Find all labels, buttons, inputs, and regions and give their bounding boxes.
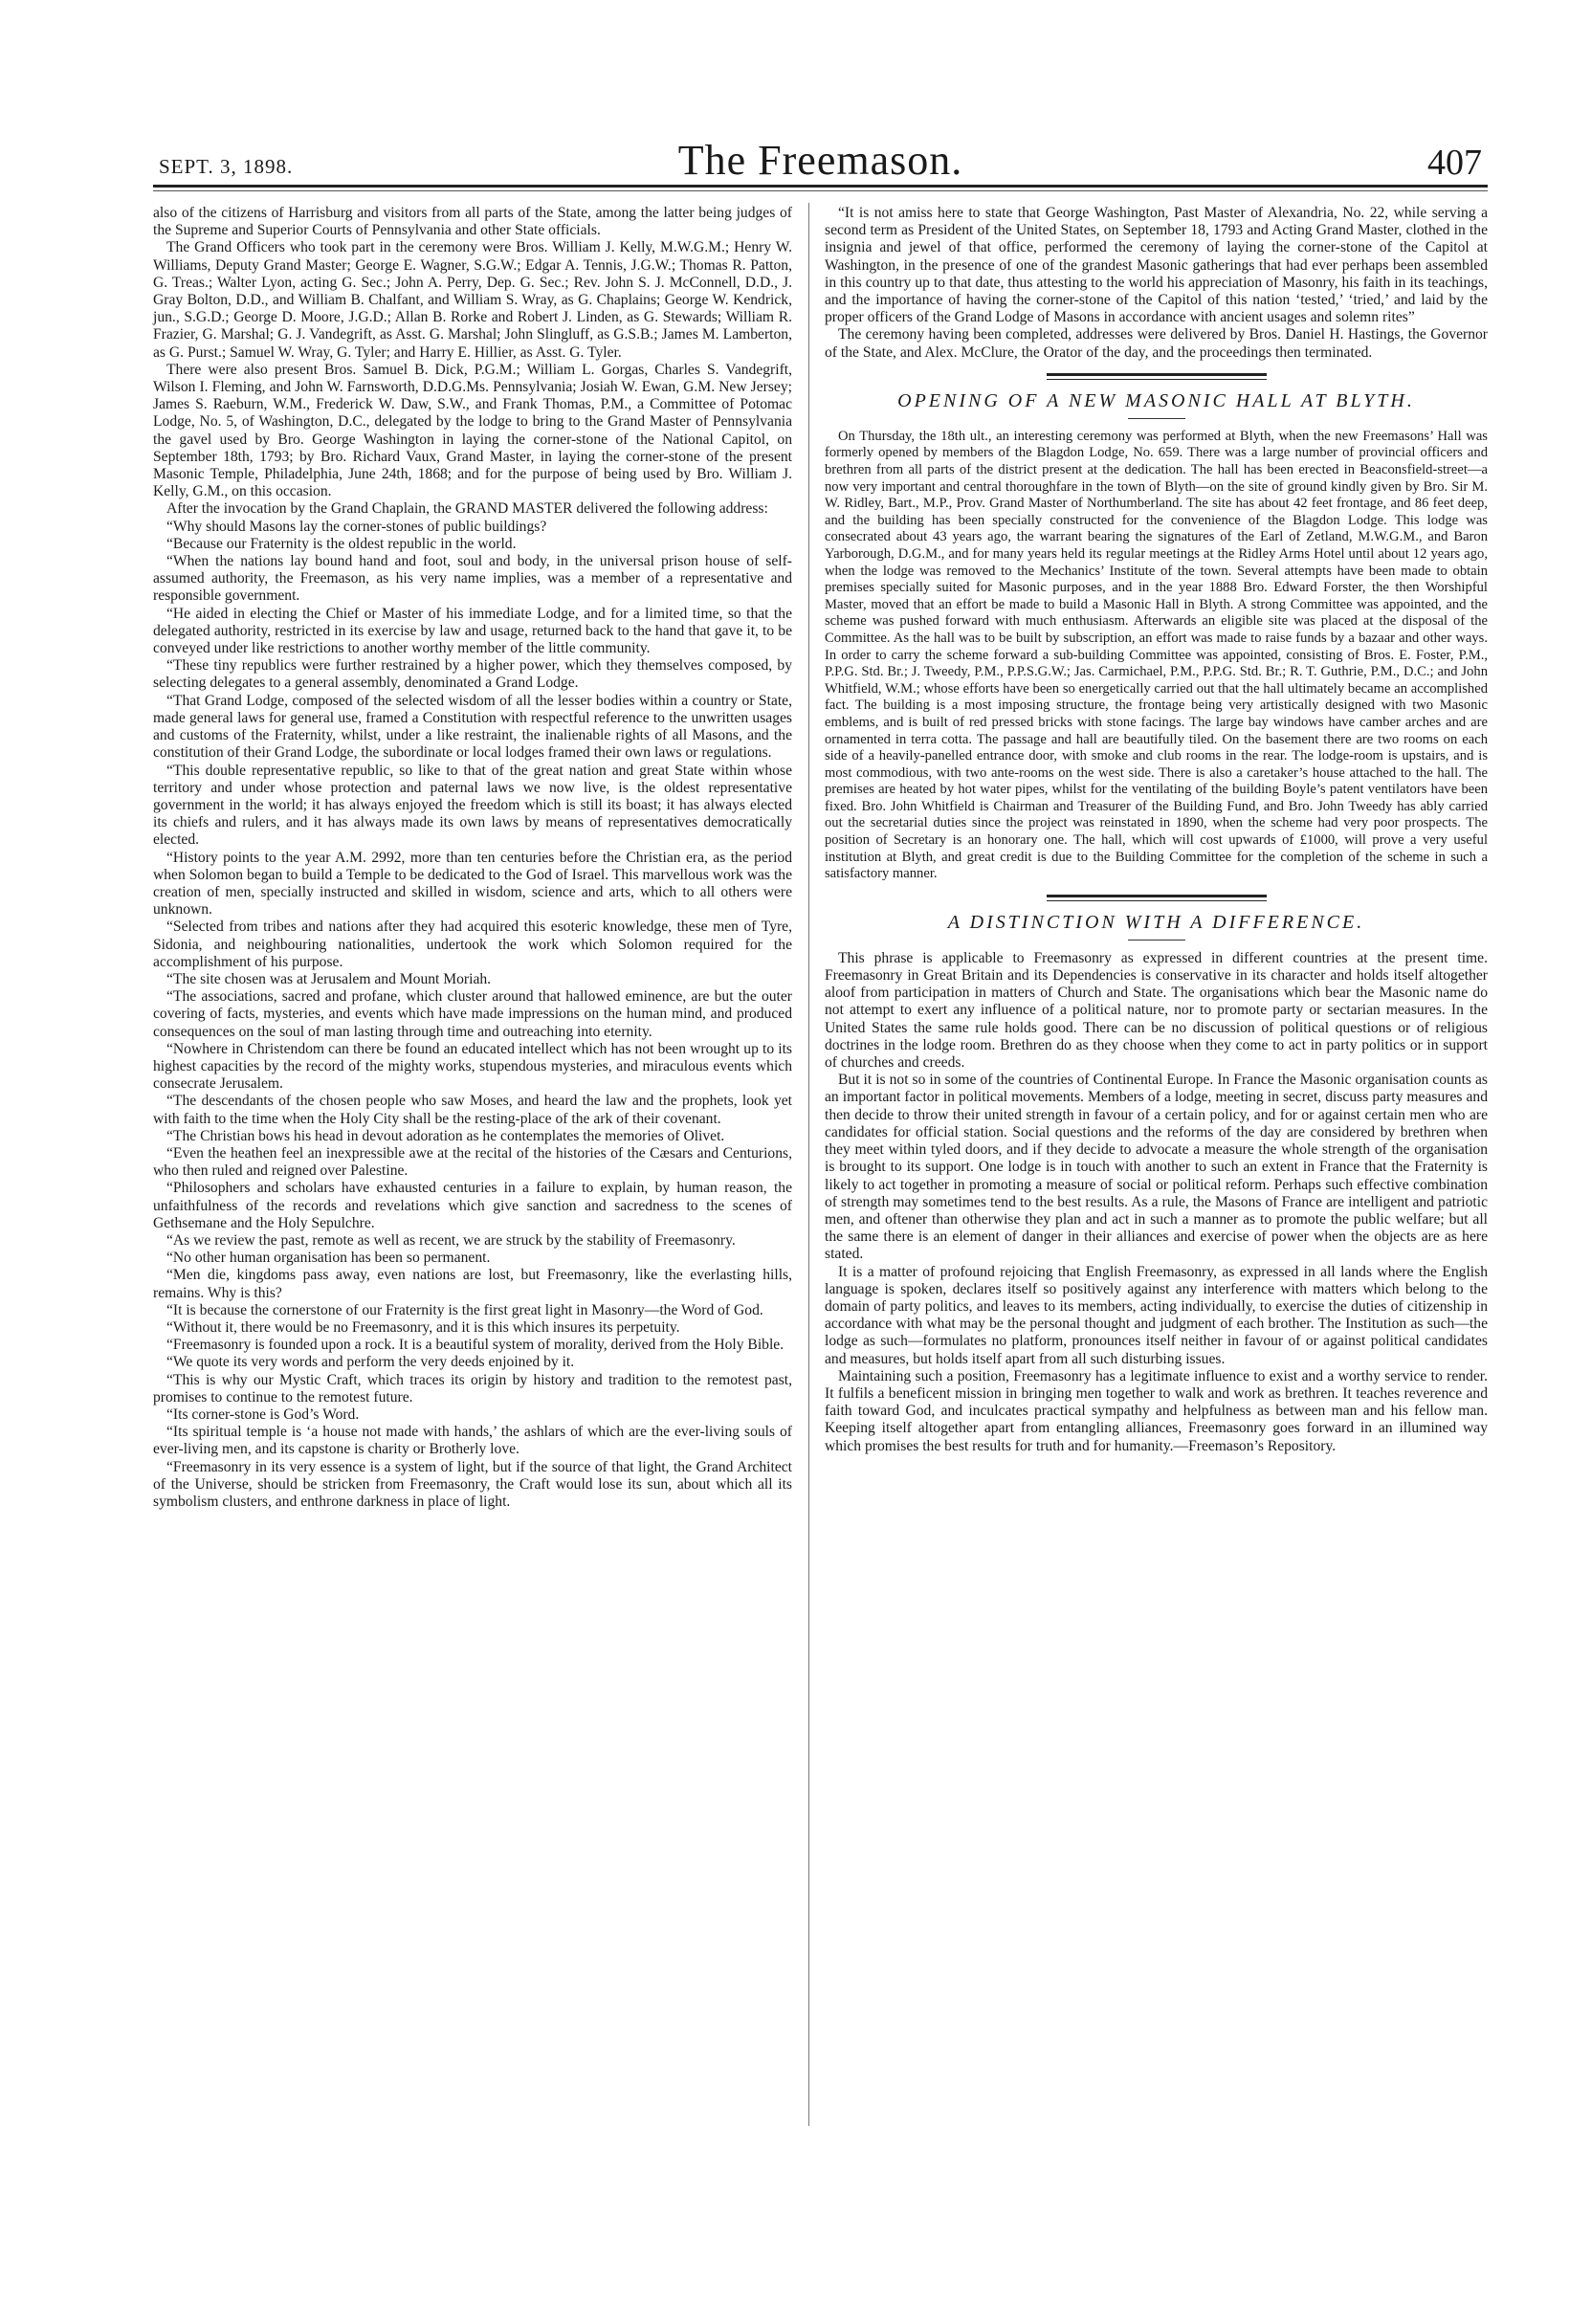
address-paragraph: “The associations, sacred and profane, which cluster around that hallowed eminence, are but the outer covering of facts, mysteries, and events which have made impressions on the human mind, and produced consequences on the soul of man lasting through time and outreaching into eternity.	[153, 988, 792, 1040]
article-paragraph: There were also present Bros. Samuel B. Dick, P.G.M.; William L. Gorgas, Charles S. Vandegrift, Wilson I. Fleming, and John W. Farnsworth, D.D.G.Ms. Pennsylvania; Josiah W. Ewan, G.M. New Jersey; James S. Raeburn, W.M., Frederick W. Daw, S.W., and Frank Thomas, P.M., a Committee of Potomac Lodge, No. 5, of Washington, D.C., delegated by the lodge to bring to the Grand Master of Pennsylvania the gavel used by Bro. George Washington in laying the corner-stone of the National Capitol, on September 18th, 1793; by Bro. Richard Vaux, Grand Master, in laying the corner-stone of the present Masonic Temple, Philadelphia, June 24th, 1868; and for the purpose of being used by Bro. William J. Kelly, G.M., on this occasion.	[153, 361, 792, 500]
page-header	[153, 134, 1488, 184]
address-paragraph: “The descendants of the chosen people who saw Moses, and heard the law and the prophets, look yet with faith to the time when the Holy City shall be the resting-place of the ark of their covenant.	[153, 1093, 792, 1127]
section-title-blyth: OPENING OF A NEW MASONIC HALL AT BLYTH.	[897, 389, 1415, 411]
address-paragraph: “These tiny republics were further restrained by a higher power, which they themselves composed, by selecting delegates to a general assembly, denominated a Grand Lodge.	[153, 657, 792, 692]
address-paragraph: “No other human organisation has been so permanent.	[166, 1250, 491, 1267]
issue-date: SEPT. 3, 1898.	[159, 155, 294, 178]
address-paragraph: “This double representative republic, so like to that of the great nation and great State within whose territory and under whose protection and paternal laws we now live, is the oldest representative government in the world; it has always enjoyed the freedom which is still its boast; it has always elected its chiefs and rulers, and it has always made its own laws by means of representatives democratically elected.	[153, 762, 792, 849]
address-paragraph: “That Grand Lodge, composed of the selected wisdom of all the lesser bodies within a country or State, made general laws for general use, framed a Constitution with respectful reference to the unwritten usages and customs of the Fraternity, whilst, under a like restraint, the inalienable rights of all Masons, and the constitution of their Grand Lodge, the subordinate or local lodges framed their own laws or regulations.	[153, 692, 792, 762]
article-paragraph: The ceremony having been completed, addresses were delivered by Bros. Daniel H. Hastings, the Governor of the State, and Alex. McClure, the Orator of the day, and the proceedings then terminated.	[825, 326, 1488, 361]
address-paragraph: “We quote its very words and perform the very deeds enjoined by it.	[166, 1354, 575, 1371]
address-paragraph: “History points to the year A.M. 2992, more than ten centuries before the Christian era, as the period when Solomon began to build a Temple to be dedicated to the God of Israel. This marvellous work was the creation of men, specially instructed and skilled in wisdom, science and arts, which to all others were unknown.	[153, 849, 792, 919]
title-underline	[1128, 940, 1185, 941]
article-paragraph: This phrase is applicable to Freemasonry as expressed in different countries at the present time. Freemasonry in Great Britain and its Dependencies is conservative in its character and holds itself altogether aloof from participation in matters of Church and State. The organisations which bear the Masonic name do not attempt to exert any influence of a political nature, nor to promote party or sectarian measures. In the United States the same rule holds good. There can be no discussion of political questions or of religious doctrines in the lodge room. Brethren do as they choose when they come to act in party politics or in support of churches and creeds.	[825, 949, 1488, 1072]
article-paragraph: The Grand Officers who took part in the ceremony were Bros. William J. Kelly, M.W.G.M.; Henry W. Williams, Deputy Grand Master; George E. Wagner, S.G.W.; Edgar A. Tennis, J.G.W.; Thomas R. Patton, G. Treas.; Walter Lyon, acting G. Sec.; John A. Perry, Dep. G. Sec.; Rev. John S. J. McConnell, D.D., J. Gray Bolton, D.D., and William B. Chalfant, and William S. Wray, as G. Chaplains; George W. Kendrick, jun., S.G.D.; George D. Moore, J.G.D.; Allan B. Rorke and Robert J. Linden, as G. Stewards; William R. Frazier, G. Marshal; G. J. Vandegrift, as Asst. G. Marshal; John Slingluff, as G.S.B.; James M. Lamberton, as G. Purst.; Samuel W. Wray, G. Tyler; and Harry E. Hillier, as Asst. G. Tyler.	[153, 239, 792, 361]
page-number: 407	[1427, 143, 1482, 183]
address-paragraph: “Even the heathen feel an inexpressible awe at the recital of the histories of the Cæsars and Centurions, who then ruled and reigned over Palestine.	[153, 1144, 792, 1180]
article-paragraph: Maintaining such a position, Freemasonry has a legitimate influence to exist and a worthy service to render. It fulfils a beneficent mission in bringing men together to walk and work as brethren. It teaches reverence and faith toward God, and inculcates practical sympathy and helpfulness as between man and his fellow man. Keeping itself altogether apart from entangling alliances, Freemasonry goes forward in an illumined way which promises the best results for truth and for humanity.—Freemason’s Repository.	[825, 1367, 1488, 1454]
address-paragraph: “As we review the past, remote as well as recent, we are struck by the stability of Freemasonry.	[166, 1231, 736, 1249]
left-column	[153, 205, 792, 1511]
address-paragraph: “Selected from tribes and nations after they had acquired this esoteric knowledge, these men of Tyre, Sidonia, and neighbouring nationalities, undertook the work which Solomon required for the accomplishment of his purpose.	[153, 919, 792, 970]
address-paragraph: “The Christian bows his head in devout adoration as he contemplates the memories of Olivet.	[166, 1127, 725, 1144]
address-paragraph: “Why should Masons lay the corner-stones of public buildings?	[166, 518, 547, 535]
address-paragraph: “Freemasonry in its very essence is a system of light, but if the source of that light, the Grand Architect of the Universe, should be stricken from Freemasonry, the Craft would lose its sun, about which all its symbolism clusters, and enthrone darkness in place of light.	[153, 1458, 792, 1511]
section-title-distinction: A DISTINCTION WITH A DIFFERENCE.	[947, 911, 1365, 933]
address-paragraph: “Nowhere in Christendom can there be found an educated intellect which has not been wrought up to its highest capacities by the record of the mighty works, stupendous mysteries, and miraculous events which consecrate Jerusalem.	[153, 1040, 792, 1093]
article-paragraph: It is a matter of profound rejoicing that English Freemasonry, as expressed in all lands where the English language is spoken, declares itself so positively against any interference with matters which belong to the domain of party politics, and leaves to its members, acting individually, to exercise the duties of citizenship in accordance with what may be the personal thought and judgment of each brother. The Institution as such—the lodge as such—formulates no platform, pronounces itself neither in favour of or against political candidates and measures, but holds itself apart from all such disturbing issues.	[825, 1263, 1488, 1367]
section-divider	[1047, 895, 1267, 901]
article-paragraph: On Thursday, the 18th ult., an interesting ceremony was performed at Blyth, when the new Freemasons’ Hall was formerly opened by members of the Blagdon Lodge, No. 659. There was a large number of provincial officers and brethren from all parts of the district present at the dedication. The hall has been erected in Beaconsfield-street—a now very important and central thoroughfare in the town of Blyth—on the site of ground kindly given by Bro. Sir M. W. Ridley, Bart., M.P., Prov. Grand Master of Northumberland. The site has about 42 feet frontage, and 86 feet deep, and the building has been specially constructed for the convenience of the Blagdon Lodge. This lodge was consecrated about 43 years ago, the warrant bearing the signatures of the Earl of Zetland, M.W.G.M., and Baron Yarborough, D.G.M., and for many years held its regular meetings at the Ridley Arms Hotel until about 12 years ago, when the lodge was removed to the Mechanics’ Institute of the town. Several attempts have been made to obtain premises specially suited for Masonic purposes, and in the year 1888 Bro. Edward Forster, the then Worshipful Master, moved that an effort be made to build a Masonic Hall in Blyth. A strong Committee was appointed, and the scheme was pushed forward with much enthusiasm. Afterwards an eligible site was placed at the disposal of the Committee. As the hall was to be built by subscription, an effort was made to raise funds by a bazaar and other ways. In order to carry the scheme forward a sub-building Committee was appointed, consisting of Bros. E. Foster, P.M., P.P.G. Std. Br.; J. Tweedy, P.M., P.P.S.G.W.; Jas. Carmichael, P.M., P.P.G. Std. Br.; R. T. Guthrie, P.M., D.C.; and John Whitfield, W.M.; whose efforts have been so energetically carried out that the hall ultimately became an accomplished fact. The building is a most imposing structure, the frontage being very artistically designed with two Masonic emblems, and is built of red pressed bricks with stone facings. The large bay windows have camber arches and are ornamented in terra cotta. The passage and hall are beautifully tiled. On the basement there are two rooms on each side of a heavily-panelled entrance door, with smoke and club rooms in the rear. The lodge-room is upstairs, and is most commodious, with two ante-rooms on the west side. There is also a caretaker’s house attached to the hall. The premises are heated by hot water pipes, whilst for the ventilating of the building Boyle’s patent ventilators have been fixed. Bro. John Whitfield is Chairman and Treasurer of the Building Fund, and Bro. John Tweedy has ably carried out the secretarial duties since the project was reinstated in 1890, when the scheme had very poor prospects. The position of Secretary is an honorary one. The hall, which will cost upwards of £1000, will prove a very useful institution at Blyth, and great credit is due to the Building Committee for the completion of the scheme in such a satisfactory manner.	[825, 428, 1488, 882]
address-paragraph: “It is because the cornerstone of our Fraternity is the first great light in Masonry—the Word of God.	[166, 1301, 763, 1318]
article-paragraph: But it is not so in some of the countries of Continental Europe. In France the Masonic organisation counts as an important factor in political movements. Members of a lodge, meeting in secret, discuss party measures and then decide to throw their united strength in favour of a certain policy, and for or against certain men who are candidates for official station. Social questions and the reforms of the day are considered by brethren when they meet within tyled doors, and if they decide to advocate a measure the whole strength of the organisation is brought to its support. One lodge is in touch with another to such an extent in France that the Fraternity is likely to act together in promoting a measure of social or political reform. Perhaps such effective combination of strength may sometimes tend to the best results. As a rule, the Masons of France are intelligent and patriotic men, and oftener than otherwise they plan and act in such a manner as to promote the public welfare; but all the same there is an element of danger in their alliances and exercise of power when the objects are as here stated.	[825, 1072, 1488, 1263]
header-rule	[153, 185, 1488, 188]
address-paragraph: “Men die, kingdoms pass away, even nations are lost, but Freemasonry, like the everlasting hills, remains. Why is this?	[153, 1267, 792, 1301]
address-paragraph: “This is why our Mystic Craft, which traces its origin by history and tradition to the remotest past, promises to continue to the remotest future.	[153, 1371, 792, 1405]
right-column	[825, 205, 1488, 1455]
title-underline	[1128, 418, 1185, 419]
address-paragraph: “Its corner-stone is God’s Word.	[166, 1406, 360, 1424]
article-paragraph: After the invocation by the Grand Chaplain, the GRAND MASTER delivered the following address:	[166, 500, 768, 518]
address-paragraph: “Freemasonry is founded upon a rock. It is a beautiful system of morality, derived from the Holy Bible.	[166, 1337, 784, 1354]
address-paragraph: “Philosophers and scholars have exhausted centuries in a failure to explain, by human reason, the unfaithfulness of the records and revelations which give sanction and sacredness to the scenes of Gethsemane and the Holy Sepulchre.	[153, 1180, 792, 1231]
address-paragraph: “He aided in electing the Chief or Master of his immediate Lodge, and for a limited time, so that the delegated authority, restricted in its exercise by law and usage, returned back to the hand that gave it, to be conveyed under like restrictions to another worthy member of the little community.	[153, 605, 792, 657]
masthead-title: The Freemason.	[677, 137, 963, 184]
article-paragraph: “It is not amiss here to state that George Washington, Past Master of Alexandria, No. 22, while serving a second term as President of the United States, on September 18, 1793 and Acting Grand Master, clothed in the insignia and jewel of that office, performed the ceremony of laying the corner-stone of the Capitol at Washington, in the presence of one of the grandest Masonic gatherings that had ever perhaps been assembled in this country up to that date, thus attesting to the world his appreciation of Masonry, his faith in its teachings, and the importance of having the corner-stone of the Capitol of this nation ‘tested,’ ‘tried,’ and laid by the proper officers of the Grand Lodge of Masons in accordance with ancient usages and solemn rites”	[825, 205, 1488, 326]
address-paragraph: “When the nations lay bound hand and foot, soul and body, in the universal prison house of self-assumed authority, the Freemason, as his very name implies, was a member of a representative and responsible government.	[153, 553, 792, 605]
address-paragraph: “Because our Fraternity is the oldest republic in the world.	[166, 535, 517, 552]
address-paragraph: “Without it, there would be no Freemasonry, and it is this which insures its perpetuity.	[166, 1319, 680, 1336]
address-paragraph: “Its spiritual temple is ‘a house not made with hands,’ the ashlars of which are the ever-living souls of ever-living men, and its capstone is charity or Brotherly love.	[153, 1424, 792, 1458]
article-paragraph: also of the citizens of Harrisburg and visitors from all parts of the State, among the latter being judges of the Supreme and Superior Courts of Pennsylvania and other State officials.	[153, 205, 792, 239]
section-divider	[1047, 373, 1267, 380]
address-paragraph: “The site chosen was at Jerusalem and Mount Moriah.	[166, 970, 492, 987]
column-divider	[808, 203, 809, 2126]
header-rule-thin	[153, 190, 1488, 191]
